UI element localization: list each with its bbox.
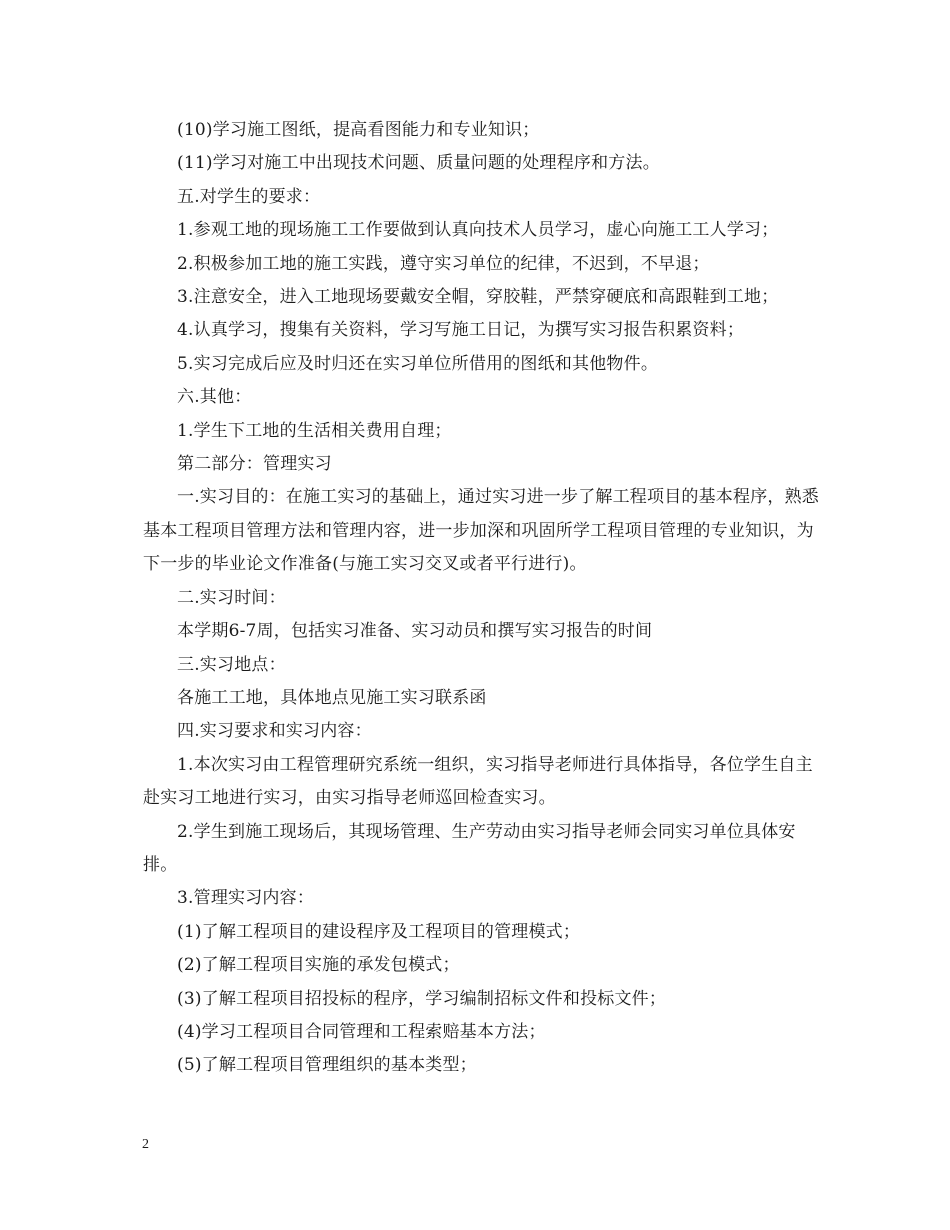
paragraph-mgmt-item-2: (2)了解工程项目实施的承发包模式； (177, 955, 460, 976)
paragraph-requirement-5: 5.实习完成后应及时归还在实习单位所借用的图纸和其他物件。 (177, 353, 659, 374)
paragraph-item-11: (11)学习对施工中出现技术问题、质量问题的处理程序和方法。 (177, 153, 660, 174)
paragraph-time: 本学期6-7周，包括实习准备、实习动员和撰写实习报告的时间 (177, 621, 653, 642)
section-heading-location: 三.实习地点： (177, 654, 286, 675)
paragraph-mgmt-item-4: (4)学习工程项目合同管理和工程索赔基本方法； (177, 1021, 546, 1042)
paragraph-content-2: 2.学生到施工现场后，其现场管理、生产劳动由实习指导老师会同实习单位具体安排。 (143, 821, 796, 875)
paragraph-mgmt-item-1: (1)了解工程项目的建设程序及工程项目的管理模式； (177, 921, 581, 942)
section-heading-5: 五.对学生的要求： (177, 186, 321, 207)
paragraph-requirement-4: 4.认真学习，搜集有关资料，学习写施工日记，为撰写实习报告积累资料； (177, 320, 745, 341)
paragraph-requirement-1: 1.参观工地的现场施工工作要做到认真向技术人员学习，虚心向施工工人学习； (177, 220, 779, 241)
part-heading-2: 第二部分：管理实习 (177, 454, 332, 475)
paragraph-item-10: (10)学习施工图纸，提高看图能力和专业知识； (177, 120, 540, 140)
page-number: 2 (142, 1137, 149, 1152)
paragraph-content-3: 3.管理实习内容： (177, 888, 315, 909)
paragraph-content-1: 1.本次实习由工程管理研究系统一组织，实习指导老师进行具体指导，各位学生自主赴实习工地进行实习，由实习指导老师巡回检查实习。 (143, 754, 813, 809)
document-body (143, 114, 823, 1083)
section-heading-6: 六.其他： (177, 387, 252, 408)
paragraph-other-1: 1.学生下工地的生活相关费用自理； (177, 420, 452, 441)
paragraph-mgmt-item-5: (5)了解工程项目管理组织的基本类型； (177, 1055, 477, 1076)
section-heading-time: 二.实习时间： (177, 587, 286, 608)
paragraph-requirement-3: 3.注意安全，进入工地现场要戴安全帽，穿胶鞋，严禁穿硬底和高跟鞋到工地； (177, 287, 779, 308)
paragraph-mgmt-item-3: (3)了解工程项目招投标的程序，学习编制招标文件和投标文件； (177, 988, 667, 1009)
paragraph-purpose: 一.实习目的：在施工实习的基础上，通过实习进一步了解工程项目的基本程序，熟悉基本工程项目管理方法和管理内容，进一步加深和巩固所学工程项目管理的专业知识，为下一步的毕业论文作准备(与施工实习交叉或者平行进行)。 (143, 487, 820, 575)
paragraph-requirement-2: 2.积极参加工地的施工实践，遵守实习单位的纪律，不迟到，不早退； (177, 253, 710, 274)
section-heading-content: 四.实习要求和实习内容： (177, 721, 372, 742)
paragraph-location: 各施工工地，具体地点见施工实习联系函 (177, 687, 487, 708)
